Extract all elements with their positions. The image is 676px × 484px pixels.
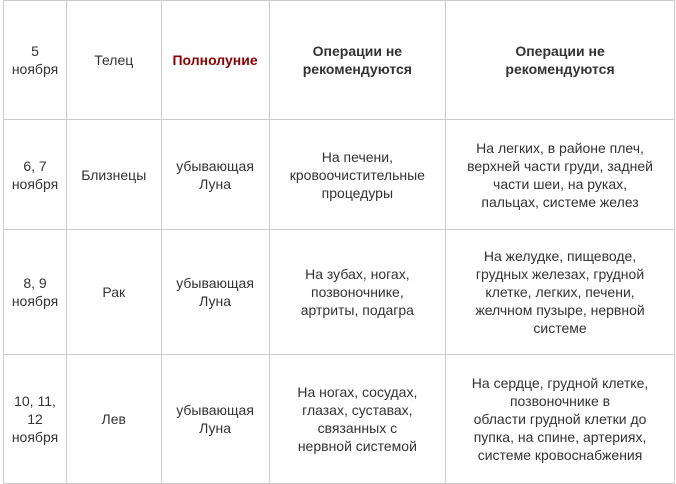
table-row xyxy=(4,230,675,355)
date-cell: 8, 9 ноября xyxy=(4,230,67,355)
moon-phase-cell: убывающая Луна xyxy=(161,355,269,484)
zodiac-sign-cell: Лев xyxy=(67,355,162,484)
lunar-calendar-table xyxy=(3,0,675,484)
table-row xyxy=(4,1,675,120)
zodiac-sign-cell: Рак xyxy=(67,230,162,355)
date-cell: 5 ноября xyxy=(4,1,67,120)
operations-cell-b: Операции не рекомендуются xyxy=(446,1,675,120)
operations-cell-b: На легких, в районе плеч, верхней части груди, задней части шеи, на руках, пальцах, системе желез xyxy=(446,120,675,230)
operations-cell-b: На сердце, грудной клетке, позвоночнике в области грудной клетки до пупка, на спине, артериях, системе кровоснабжения xyxy=(446,355,675,484)
date-cell: 6, 7 ноября xyxy=(4,120,67,230)
operations-cell-a: На ногах, сосудах, глазах, суставах, связанных с нервной системой xyxy=(269,355,445,484)
operations-cell-b: На желудке, пищеводе, грудных железах, грудной клетке, легких, печени, желчном пузыре, нервной системе xyxy=(446,230,675,355)
zodiac-sign-cell: Близнецы xyxy=(67,120,162,230)
date-cell: 10, 11, 12 ноября xyxy=(4,355,67,484)
moon-phase-cell: Полнолуние xyxy=(161,1,269,120)
operations-cell-a: Операции не рекомендуются xyxy=(269,1,445,120)
table-row xyxy=(4,355,675,484)
table-row xyxy=(4,120,675,230)
operations-cell-a: На зубах, ногах, позвоночнике, артриты, подагра xyxy=(269,230,445,355)
zodiac-sign-cell: Телец xyxy=(67,1,162,120)
operations-cell-a: На печени, кровоочистительные процедуры xyxy=(269,120,445,230)
moon-phase-cell: убывающая Луна xyxy=(161,230,269,355)
moon-phase-cell: убывающая Луна xyxy=(161,120,269,230)
